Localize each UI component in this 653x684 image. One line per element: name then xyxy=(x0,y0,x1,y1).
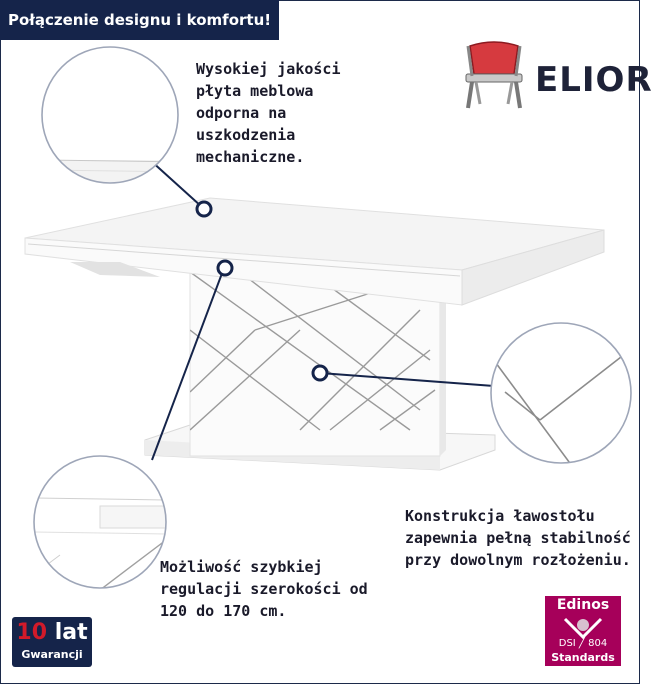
certificate-name: Edinos xyxy=(556,597,610,613)
zoom-circle-tabletop xyxy=(40,47,190,190)
certificate-code: DSI ╱ 804 xyxy=(558,638,608,649)
feature-adjustment-text: Możliwość szybkiej regulacji szerokości od 120 do 170 cm. xyxy=(160,558,368,620)
warranty-badge xyxy=(12,617,92,667)
feature-stability-text: Konstrukcja ławostołu zapewnia pełną stabilność przy dowolnym rozłożeniu. xyxy=(405,507,631,569)
brand-name: ELIOR xyxy=(535,60,653,100)
zoom-circle-pedestal xyxy=(490,323,631,470)
chair-icon xyxy=(460,40,530,110)
feature-quality-text: Wysokiej jakości płyta meblowa odporna na uszkodzenia mechaniczne. xyxy=(196,60,341,166)
warranty-years: 10 lat xyxy=(16,620,88,645)
certificate-label: Standards xyxy=(551,651,615,664)
warranty-label: Gwarancji xyxy=(21,648,83,661)
zoom-circle-extension xyxy=(34,456,166,590)
certificate-badge xyxy=(545,596,621,666)
page-title: Połączenie designu i komfortu! xyxy=(0,0,279,40)
check-emblem-icon xyxy=(561,615,605,639)
